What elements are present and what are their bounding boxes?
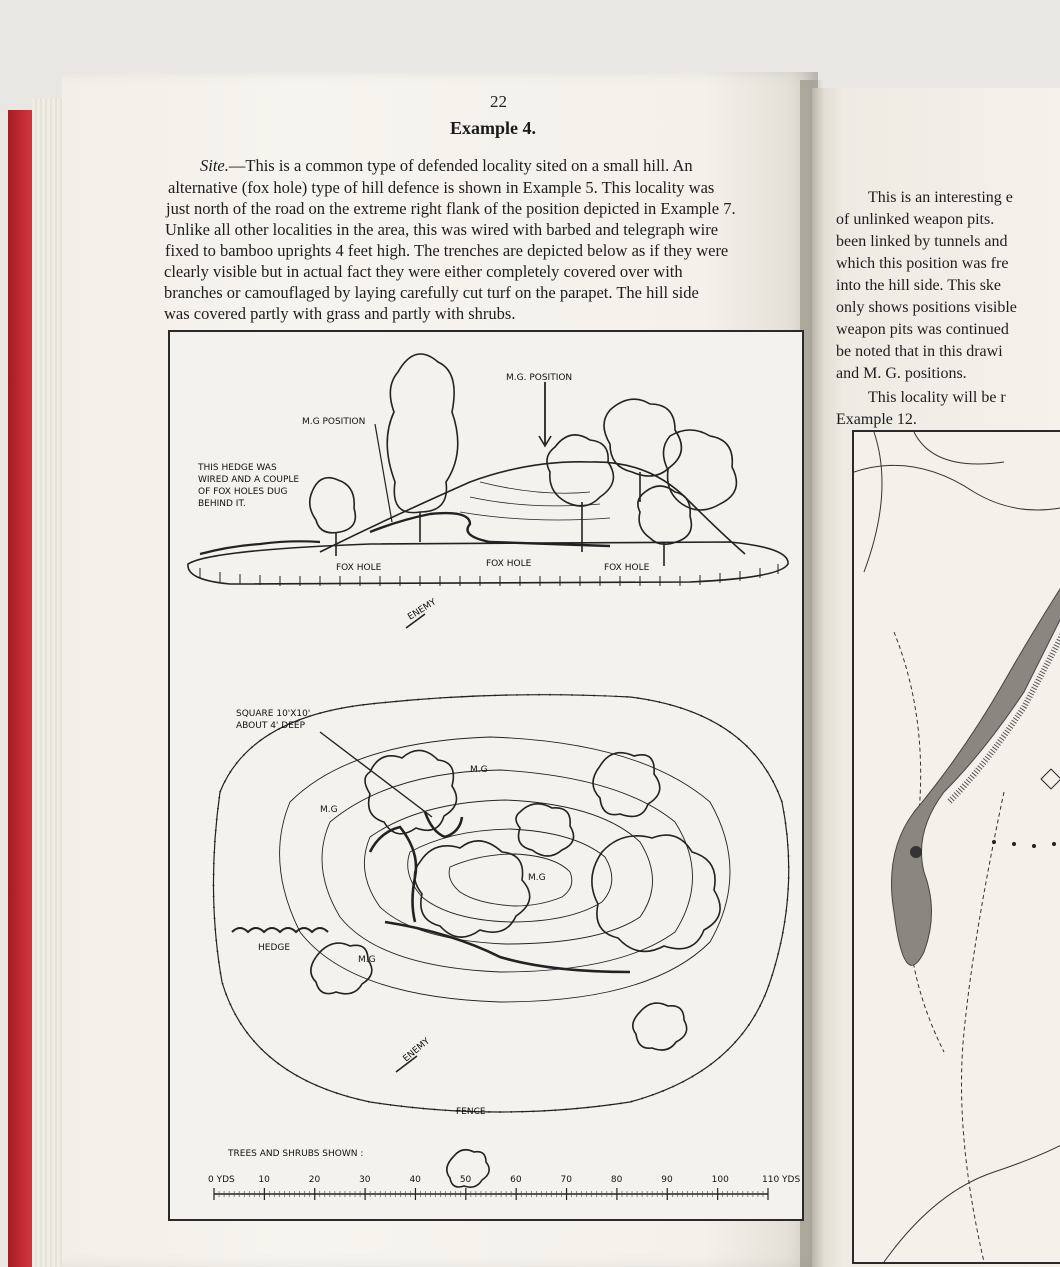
paragraph-line-1 — [200, 158, 693, 175]
hedge-note-line-4: BEHIND IT. — [198, 499, 246, 509]
mg-label-3: M.G — [528, 873, 546, 883]
map-road-3 — [914, 432, 1004, 464]
figure-frame — [168, 330, 804, 1221]
plan-hedge — [232, 928, 328, 932]
page-number: 22 — [490, 92, 507, 111]
scale-tick-label: 50 — [459, 1175, 472, 1185]
right-line-6: only shows positions visible — [836, 299, 1017, 316]
right-line-8: be noted that in this drawi — [836, 343, 1003, 360]
mg-pointer-left — [375, 424, 392, 522]
enemy-label-perspective: ENEMY — [406, 597, 439, 623]
line1-rest: —This is a common type of defended locality sited on a small hill. An — [228, 156, 693, 175]
right-line-10: This locality will be r — [868, 389, 1006, 406]
map-road-1 — [854, 465, 1060, 510]
paragraph-line-3: just north of the road on the extreme right flank of the position depicted in Example 7. — [166, 199, 736, 218]
hedge-note-line-1: THIS HEDGE WAS — [198, 463, 277, 473]
right-line-2: of unlinked weapon pits. — [836, 211, 995, 228]
fence-label: FENCE — [456, 1107, 486, 1117]
square-note-line-1: SQUARE 10'X10' — [236, 709, 311, 719]
paragraph-line-8: was covered partly with grass and partly with shrubs. — [164, 304, 516, 323]
plan-view — [213, 695, 788, 1187]
map-ridge — [892, 552, 1060, 965]
mg-position-left-label: M.G POSITION — [302, 417, 366, 427]
site-label: Site. — [200, 156, 229, 175]
fox-hole-label-2: FOX HOLE — [486, 559, 532, 569]
contour-lines — [280, 737, 730, 1002]
trench-system — [370, 812, 630, 972]
mg-position-top-label: M.G. POSITION — [506, 373, 573, 383]
scale-tick-label: 110 YDS — [762, 1175, 801, 1185]
mg-label-2: M.G — [320, 805, 338, 815]
scale-tick-label: 30 — [359, 1175, 371, 1185]
perspective-text — [197, 373, 650, 623]
scale-ticks — [208, 1175, 800, 1200]
scale-tick-label: 100 — [711, 1175, 729, 1185]
scale-tick-label: 80 — [610, 1175, 623, 1185]
hill-shading — [460, 482, 610, 520]
paragraph-line-6: clearly visible but in actual fact they were either completely covered over with — [164, 262, 683, 281]
paragraph-line-4: Unlike all other localities in the area, this was wired with barbed and telegraph wire — [165, 220, 719, 239]
right-line-3: been linked by tunnels and — [836, 233, 1008, 250]
mg-label-1: M.G — [470, 765, 488, 775]
right-line-11: Example 12. — [836, 411, 917, 428]
scale-tick-label: 90 — [661, 1175, 673, 1185]
scale-tick-label: 60 — [510, 1175, 522, 1185]
fox-hole-label-1: FOX HOLE — [336, 563, 382, 573]
scale-tick-label: 40 — [409, 1175, 421, 1185]
right-line-1: This is an interesting e — [868, 189, 1013, 206]
fox-hole-label-3: FOX HOLE — [604, 563, 650, 573]
right-line-4: which this position was fre — [836, 255, 1009, 272]
trench-line — [370, 513, 610, 546]
paragraph-line-7: branches or camouflaged by laying carefully cut turf on the parapet. The hill side — [164, 283, 699, 302]
map-road-2 — [864, 432, 882, 572]
scale-bar — [208, 1175, 800, 1200]
map-track-2 — [962, 792, 1005, 1262]
tree-5 — [663, 430, 736, 510]
hedge-note-line-3: OF FOX HOLES DUG — [198, 487, 288, 497]
tree-6 — [638, 486, 692, 566]
square-note-line-2: ABOUT 4' DEEP — [236, 721, 305, 731]
paragraph-line-5: fixed to bamboo uprights 4 feet high. The trenches are depicted below as if they were — [165, 241, 729, 260]
scale-tick-label: 20 — [308, 1175, 321, 1185]
fence-boundary — [213, 695, 788, 1112]
tree-4 — [604, 399, 681, 502]
right-line-9: and M. G. positions. — [836, 365, 967, 382]
mg-label-4: M.G — [358, 955, 376, 965]
right-map-frame — [852, 430, 1060, 1264]
map-ridge-point — [910, 846, 922, 858]
defence-sketch — [170, 332, 802, 1219]
map-road-4 — [884, 1132, 1060, 1262]
right-map — [854, 432, 1060, 1262]
scale-tick-label: 70 — [560, 1175, 572, 1185]
trees-legend-label: TREES AND SHRUBS SHOWN : — [228, 1149, 364, 1159]
right-line-5: into the hill side. This ske — [836, 277, 1002, 294]
map-dots — [992, 769, 1060, 848]
scale-tick-label: 0 YDS — [208, 1175, 235, 1185]
fence-line — [213, 695, 788, 1112]
example-title: Example 4. — [450, 118, 537, 138]
plan-text — [227, 709, 546, 1159]
hedge-note-line-2: WIRED AND A COUPLE — [198, 475, 300, 485]
enemy-label-plan: ENEMY — [401, 1036, 432, 1065]
paragraph-line-2: alternative (fox hole) type of hill defence is shown in Example 5. This locality was — [168, 178, 715, 197]
right-line-7: weapon pits was continued — [836, 321, 1009, 338]
hedge-label: HEDGE — [258, 943, 291, 953]
scale-tick-label: 10 — [258, 1175, 270, 1185]
